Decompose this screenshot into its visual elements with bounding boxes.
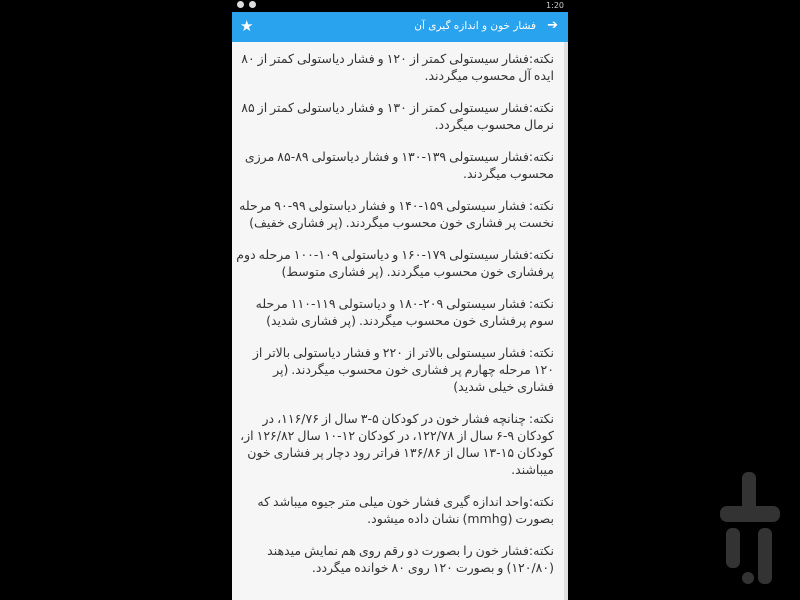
note-paragraph: نکته:فشار سیستولی کمتر از ۱۲۰ و فشار دیاستولی کمتر از ۸۰ ایده آل محسوب میگردند. bbox=[241, 51, 554, 83]
note-paragraph: نکته: فشار سیستولی ۱۵۹-۱۴۰ و فشار دیاستولی ۹۹-۹۰ مرحله نخست پر فشاری خون محسوب میگردند. (پر فشاری خفیف) bbox=[239, 198, 554, 230]
note-paragraph: نکته: فشار سیستولی بالاتر از ۲۲۰ و فشار دیاستولی بالاتر از ۱۲۰ مرحله چهارم پر فشاری خون محسوب میگردند. (پر فشاری خیلی شدید) bbox=[252, 345, 554, 394]
arrow-right-icon[interactable]: ➔ bbox=[547, 18, 558, 33]
note-paragraph: نکته: چنانچه فشار خون در کودکان ۵-۳ سال از ۱۱۶/۷۶، در کودکان ۹-۶ سال از ۱۲۲/۷۸، در کودکان ۱۲-۱۰ سال ۱۲۶/۸۲ از، کودکان ۱۵-۱۳ سال از ۱۳۶/۸۶ فراتر رود دچار پر فشاری خون میباشند. bbox=[240, 411, 554, 477]
note-paragraph: نکته:واحد اندازه گیری فشار خون میلی متر جیوه میباشد که بصورت (mmhg) نشان داده میشود. bbox=[257, 494, 554, 526]
scrollbar[interactable] bbox=[564, 42, 568, 600]
bazaar-watermark-logo bbox=[712, 466, 788, 592]
note-paragraph: نکته: فشار سیستولی ۲۰۹-۱۸۰ و دیاستولی ۱۱۹-۱۱۰ مرحله سوم پرفشاری خون محسوب میگردند. (پر فشاری شدید) bbox=[255, 296, 554, 328]
status-time: 1:20 bbox=[546, 1, 564, 10]
status-bar bbox=[232, 0, 568, 12]
phone-screen bbox=[232, 0, 568, 600]
note-paragraph: نکته:فشار سیستولی کمتر از ۱۳۰ و فشار دیاستولی کمتر از ۸۵ نرمال محسوب میگردد. bbox=[241, 100, 554, 132]
note-paragraph: نکته:فشار خون را بصورت دو رقم روی هم نمایش میدهند (۱۲۰/۸۰) و بصورت ۱۲۰ روی ۸۰ خوانده میگردد. bbox=[267, 543, 554, 575]
article-content bbox=[232, 50, 560, 576]
notification-icon bbox=[237, 1, 244, 8]
notification-icon bbox=[249, 1, 256, 8]
note-paragraph: نکته:فشار سیستولی ۱۳۹-۱۳۰ و فشار دیاستولی ۸۹-۸۵ مرزی محسوب میگردند. bbox=[244, 149, 554, 181]
app-bar bbox=[232, 12, 568, 42]
note-paragraph: نکته:فشار سیستولی ۱۷۹-۱۶۰ و دیاستولی ۱۰۹-۱۰۰ مرحله دوم پرفشاری خون محسوب میگردند. (پر فشاری متوسط) bbox=[236, 247, 554, 279]
star-icon[interactable]: ★ bbox=[240, 17, 254, 35]
page-title: فشار خون و اندازه گیری آن bbox=[414, 20, 536, 32]
